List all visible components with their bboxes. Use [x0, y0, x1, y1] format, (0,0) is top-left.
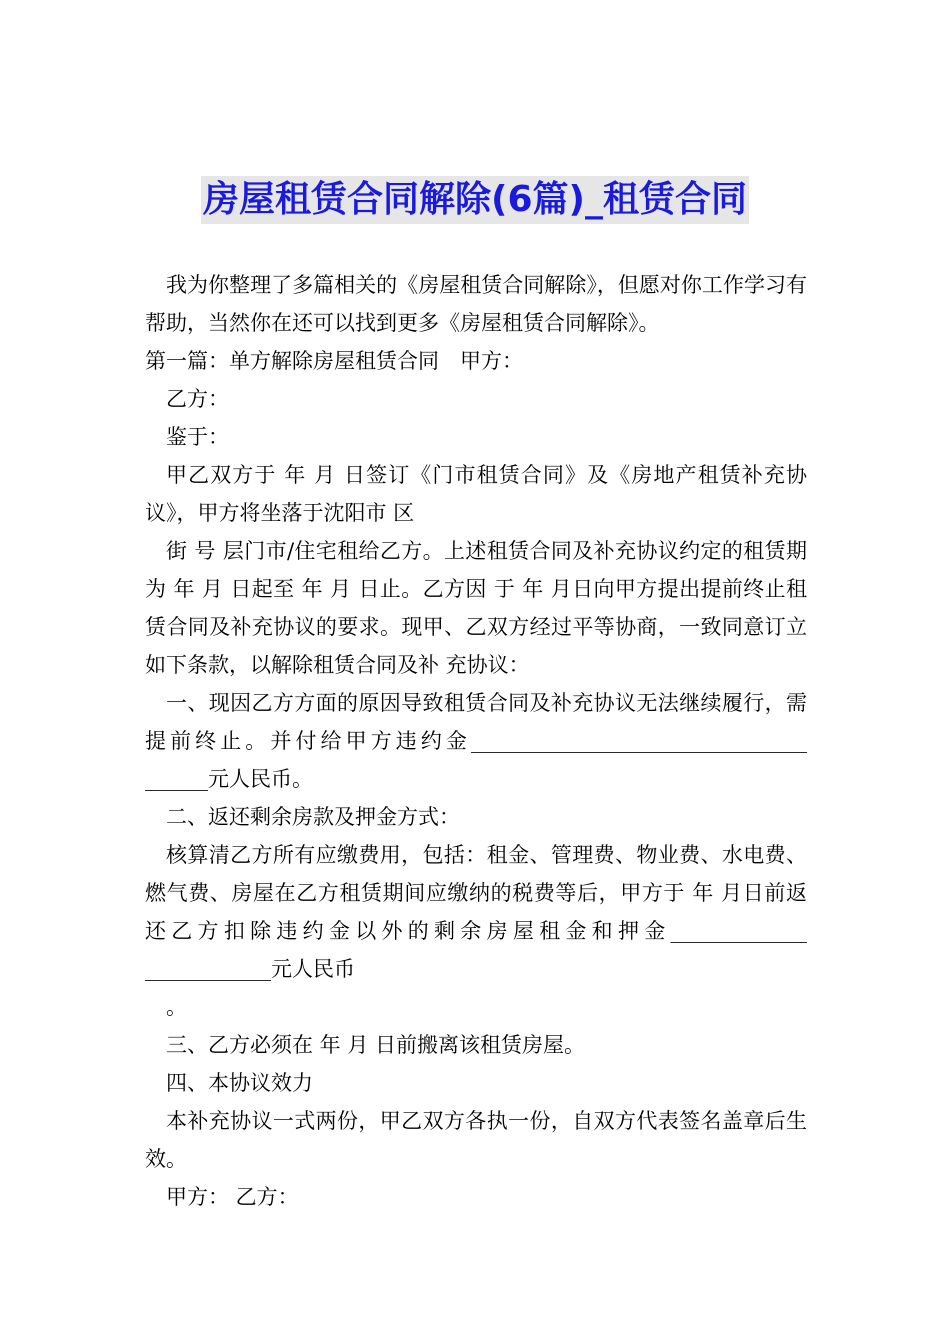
settlement-paragraph: 核算清乙方所有应缴费用，包括：租金、管理费、物业费、水电费、燃气费、房屋在乙方租赁期间应缴纳的税费等后，甲方于 年 月日前返还乙方扣除违约金以外的剩余房屋租金和押金_____________ ____________元人民币: [145, 843, 807, 981]
party-b-label: 乙方：: [166, 387, 229, 411]
effectiveness-paragraph: 本补充协议一式两份，甲乙双方各执一份，自双方代表签名盖章后生效。: [145, 1109, 807, 1171]
signature-line: 甲方： 乙方：: [166, 1185, 299, 1209]
clause-three: 三、乙方必须在 年 月 日前搬离该租赁房屋。: [166, 1033, 586, 1057]
section-heading-first: 第一篇：单方解除房屋租赁合同 甲方：: [145, 349, 523, 373]
clause-two-heading: 二、返还剩余房款及押金方式：: [166, 805, 460, 829]
intro-paragraph: 我为你整理了多篇相关的《房屋租赁合同解除》，但愿对你工作学习有帮助，当然你在还可以找到更多《房屋租赁合同解除》。: [145, 273, 807, 335]
trailing-period: 。: [166, 995, 187, 1019]
clause-four-heading: 四、本协议效力: [166, 1071, 313, 1095]
title-container: [0, 176, 950, 224]
whereas-label: 鉴于：: [166, 425, 229, 449]
contract-signing-paragraph: 甲乙双方于 年 月 日签订《门市租赁合同》及《房地产租赁补充协议》，甲方将坐落于沈阳市 区: [145, 463, 807, 525]
lease-term-paragraph: 街 号 层门市/住宅租给乙方。上述租赁合同及补充协议约定的租赁期为 年 月 日起至 年 月 日止。乙方因 于 年 月日向甲方提出提前终止租赁合同及补充协议的要求。现甲、乙双方经过平等协商，一致同意订立如下条款，以解除租赁合同及补 充协议：: [145, 539, 807, 677]
document-body: [145, 266, 807, 1216]
document-title: 房屋租赁合同解除(6篇)_租赁合同: [201, 176, 749, 224]
clause-one: 一、现因乙方方面的原因导致租赁合同及补充协议无法继续履行，需提前终止。并付给甲方违约金________________________________ ______元人民币。: [145, 691, 807, 791]
